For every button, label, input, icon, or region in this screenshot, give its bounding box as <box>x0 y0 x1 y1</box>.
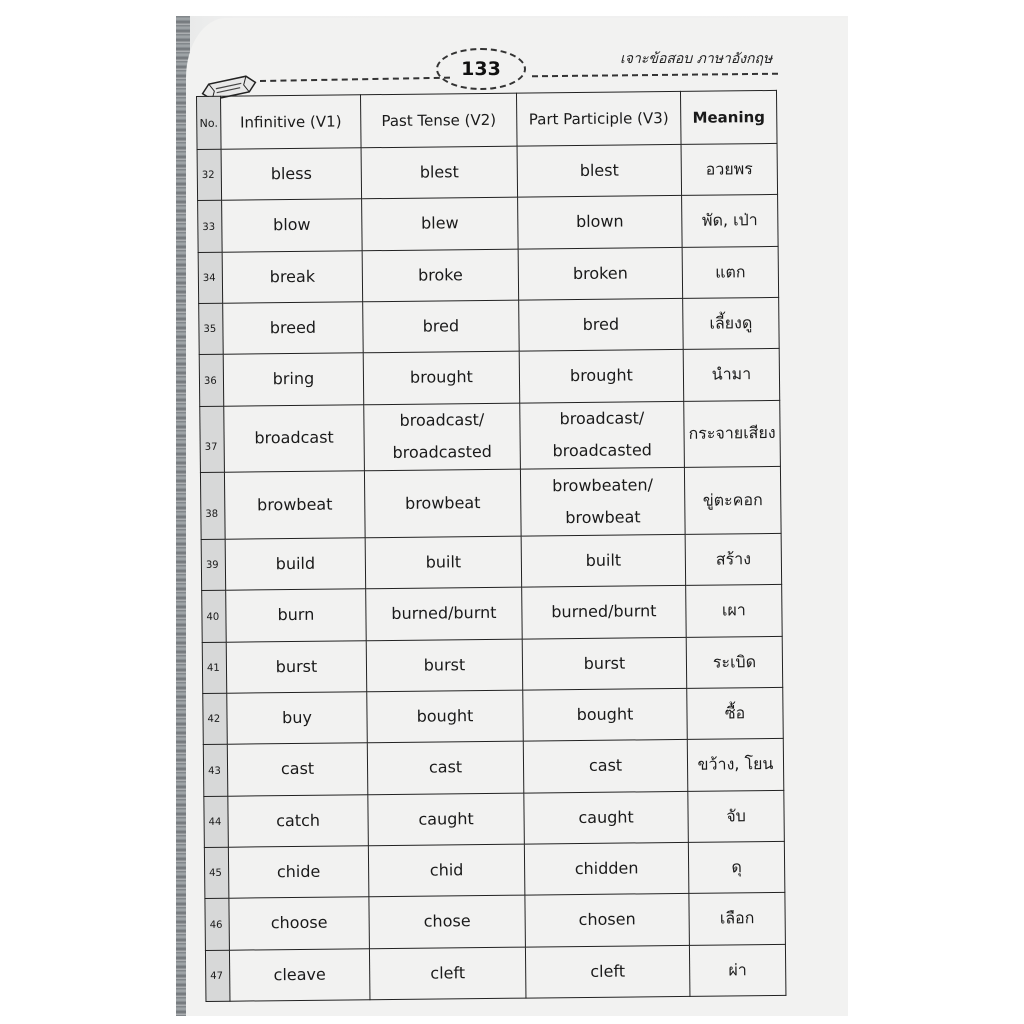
row-number: 42 <box>203 693 228 745</box>
table-row <box>204 790 785 847</box>
meaning-cell: ขว้าง, โยน <box>687 739 784 791</box>
meaning-cell: ซื้อ <box>687 687 784 739</box>
past-participle-cell: built <box>521 534 686 587</box>
past-participle-cell: blest <box>517 144 682 197</box>
meaning-cell: เผา <box>686 585 783 637</box>
infinitive-cell: burst <box>226 640 367 693</box>
table-row <box>200 467 781 540</box>
past-tense-cell: browbeat <box>364 469 521 537</box>
table-row <box>201 533 782 590</box>
meaning-cell: กระจายเสียง <box>684 400 781 468</box>
past-participle-cell: burned/burnt <box>522 586 687 639</box>
past-participle-cell: blown <box>518 196 683 249</box>
past-tense-cell: blest <box>361 146 518 199</box>
infinitive-cell: choose <box>229 897 370 950</box>
row-number: 34 <box>198 252 223 304</box>
past-participle-cell: chidden <box>524 842 689 895</box>
past-participle-cell: browbeaten/ browbeat <box>520 468 685 536</box>
meaning-cell: เลือก <box>689 893 786 945</box>
row-number: 41 <box>202 642 227 694</box>
column-header-past-tense: Past Tense (V2) <box>360 93 517 148</box>
table-row <box>202 585 783 642</box>
infinitive-cell: broadcast <box>224 404 365 472</box>
past-participle-cell: caught <box>524 791 689 844</box>
row-number: 46 <box>205 898 230 950</box>
meaning-cell: จับ <box>688 790 785 842</box>
infinitive-cell: bless <box>221 148 362 201</box>
row-number: 32 <box>197 149 222 201</box>
table-row <box>198 246 779 303</box>
meaning-cell: สร้าง <box>685 533 782 585</box>
infinitive-cell: break <box>222 250 363 303</box>
table-row <box>203 687 784 744</box>
table-row <box>203 739 784 796</box>
table-row <box>198 195 779 252</box>
past-tense-cell: chid <box>368 844 525 897</box>
meaning-cell: ดุ <box>688 841 785 893</box>
past-participle-cell: bred <box>519 298 684 351</box>
past-tense-cell: bred <box>363 300 520 353</box>
meaning-cell: ผ่า <box>689 944 786 997</box>
infinitive-cell: browbeat <box>224 471 365 539</box>
row-number: 44 <box>204 796 229 848</box>
table-row <box>205 944 786 1002</box>
table-row <box>202 636 783 693</box>
header-dashed-rule-left <box>260 77 450 82</box>
meaning-cell: นำมา <box>683 349 780 401</box>
page-number: 133 <box>436 48 526 90</box>
past-participle-cell: cast <box>523 740 688 793</box>
row-number: 39 <box>201 539 226 591</box>
past-tense-cell: broadcast/ broadcasted <box>364 403 521 471</box>
column-header-past-participle: Part Participle (V3) <box>516 91 681 146</box>
past-participle-cell: broken <box>518 247 683 300</box>
column-header-no: No. <box>197 96 222 149</box>
table-row <box>197 143 778 200</box>
past-tense-cell: cast <box>367 741 524 794</box>
row-number: 40 <box>202 591 227 643</box>
row-number: 33 <box>198 201 223 253</box>
row-number: 47 <box>205 950 230 1002</box>
past-participle-cell: chosen <box>525 894 690 947</box>
past-tense-cell: blew <box>362 197 519 250</box>
infinitive-cell: catch <box>228 794 369 847</box>
meaning-cell: แตก <box>682 246 779 298</box>
past-participle-cell: broadcast/ broadcasted <box>520 401 685 469</box>
infinitive-cell: cast <box>227 743 368 796</box>
row-number: 43 <box>203 744 228 796</box>
past-tense-cell: broke <box>362 249 519 302</box>
past-participle-cell: brought <box>519 350 684 403</box>
meaning-cell: พัด, เป่า <box>682 195 779 247</box>
header-dashed-rule-right <box>532 73 778 78</box>
infinitive-cell: build <box>225 538 366 591</box>
past-tense-cell: bought <box>367 690 524 743</box>
table-row <box>199 297 780 354</box>
past-tense-cell: caught <box>368 793 525 846</box>
table-row <box>199 349 780 406</box>
row-number: 38 <box>200 473 225 540</box>
table-row <box>205 893 786 950</box>
infinitive-cell: bring <box>223 353 364 406</box>
infinitive-cell: chide <box>228 846 369 899</box>
past-tense-cell: burst <box>366 639 523 692</box>
verb-table-container <box>196 90 785 1002</box>
infinitive-cell: breed <box>223 302 364 355</box>
infinitive-cell: burn <box>226 589 367 642</box>
meaning-cell: อวยพร <box>681 143 778 195</box>
past-participle-cell: bought <box>523 688 688 741</box>
meaning-cell: ขู่ตะคอก <box>684 467 781 535</box>
meaning-cell: ระเบิด <box>686 636 783 688</box>
column-header-meaning: Meaning <box>680 90 777 144</box>
row-number: 36 <box>199 354 224 406</box>
past-tense-cell: brought <box>363 351 520 404</box>
column-header-infinitive: Infinitive (V1) <box>221 95 362 149</box>
table-row <box>204 841 785 898</box>
infinitive-cell: buy <box>227 692 368 745</box>
table-row <box>200 400 781 473</box>
past-tense-cell: built <box>365 536 522 589</box>
book-title: เจาะข้อสอบ ภาษาอังกฤษ <box>620 51 773 67</box>
past-tense-cell: chose <box>369 895 526 948</box>
meaning-cell: เลี้ยงดู <box>683 297 780 349</box>
table-body <box>197 143 786 1001</box>
past-tense-cell: cleft <box>369 947 526 1000</box>
infinitive-cell: cleave <box>229 948 370 1001</box>
row-number: 37 <box>200 406 225 473</box>
table-header-row <box>197 90 778 149</box>
row-number: 45 <box>204 847 229 899</box>
infinitive-cell: blow <box>222 199 363 252</box>
past-participle-cell: burst <box>522 637 687 690</box>
past-participle-cell: cleft <box>525 945 690 998</box>
past-tense-cell: burned/burnt <box>366 587 523 640</box>
row-number: 35 <box>199 303 224 355</box>
irregular-verb-table <box>196 90 786 1002</box>
